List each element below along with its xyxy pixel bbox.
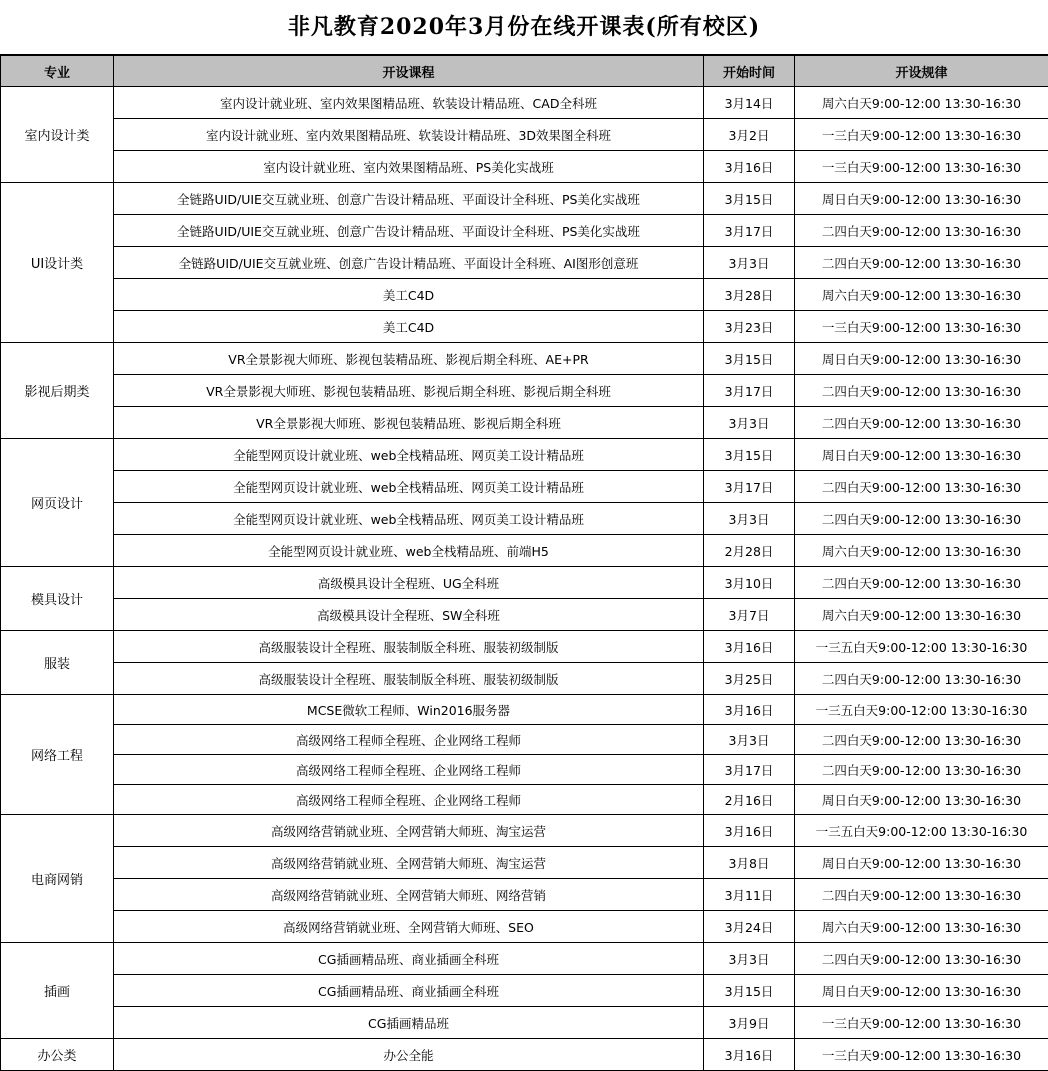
schedule-cell: 周日白天9:00-12:00 13:30-16:30 [795, 439, 1048, 471]
courses-cell: 高级服装设计全程班、服装制版全科班、服装初级制版 [114, 663, 704, 695]
courses-cell: CG插画精品班 [114, 1007, 704, 1039]
table-row [1, 599, 1048, 631]
header-courses: 开设课程 [114, 56, 704, 87]
schedule-cell: 周六白天9:00-12:00 13:30-16:30 [795, 911, 1048, 943]
table-row [1, 631, 1048, 663]
schedule-cell: 二四白天9:00-12:00 13:30-16:30 [795, 943, 1048, 975]
category-cell: 影视后期类 [1, 343, 114, 439]
start-date-cell: 3月17日 [704, 215, 795, 247]
category-cell: 插画 [1, 943, 114, 1039]
schedule-cell: 二四白天9:00-12:00 13:30-16:30 [795, 567, 1048, 599]
table-row [1, 663, 1048, 695]
courses-cell: 高级模具设计全程班、UG全科班 [114, 567, 704, 599]
schedule-cell: 周六白天9:00-12:00 13:30-16:30 [795, 87, 1048, 119]
table-row [1, 879, 1048, 911]
start-date-cell: 3月17日 [704, 755, 795, 785]
table-row [1, 311, 1048, 343]
schedule-cell: 一三白天9:00-12:00 13:30-16:30 [795, 311, 1048, 343]
courses-cell: 高级网络工程师全程班、企业网络工程师 [114, 725, 704, 755]
table-row [1, 785, 1048, 815]
schedule-cell: 周日白天9:00-12:00 13:30-16:30 [795, 785, 1048, 815]
schedule-cell: 周六白天9:00-12:00 13:30-16:30 [795, 535, 1048, 567]
schedule-cell: 周日白天9:00-12:00 13:30-16:30 [795, 183, 1048, 215]
table-row [1, 847, 1048, 879]
courses-cell: 美工C4D [114, 279, 704, 311]
header-category: 专业 [1, 56, 114, 87]
start-date-cell: 3月23日 [704, 311, 795, 343]
courses-cell: 全链路UID/UIE交互就业班、创意广告设计精品班、平面设计全科班、PS美化实战班 [114, 215, 704, 247]
start-date-cell: 3月25日 [704, 663, 795, 695]
start-date-cell: 3月3日 [704, 503, 795, 535]
courses-cell: 全能型网页设计就业班、web全栈精品班、网页美工设计精品班 [114, 439, 704, 471]
header-row [1, 56, 1048, 87]
courses-cell: 高级网络营销就业班、全网营销大师班、淘宝运营 [114, 847, 704, 879]
courses-cell: CG插画精品班、商业插画全科班 [114, 943, 704, 975]
header-start-date: 开始时间 [704, 56, 795, 87]
page-title: 非凡教育2020年3月份在线开课表(所有校区) [0, 0, 1048, 55]
category-cell: 室内设计类 [1, 87, 114, 183]
courses-cell: 室内设计就业班、室内效果图精品班、软装设计精品班、3D效果图全科班 [114, 119, 704, 151]
schedule-cell: 二四白天9:00-12:00 13:30-16:30 [795, 755, 1048, 785]
table-row [1, 815, 1048, 847]
start-date-cell: 3月3日 [704, 943, 795, 975]
course-schedule-table [0, 55, 1048, 1071]
category-cell: UI设计类 [1, 183, 114, 343]
start-date-cell: 3月3日 [704, 407, 795, 439]
start-date-cell: 3月15日 [704, 343, 795, 375]
table-row [1, 975, 1048, 1007]
schedule-cell: 一三五白天9:00-12:00 13:30-16:30 [795, 815, 1048, 847]
start-date-cell: 3月16日 [704, 631, 795, 663]
start-date-cell: 3月15日 [704, 439, 795, 471]
courses-cell: MCSE微软工程师、Win2016服务器 [114, 695, 704, 725]
courses-cell: 高级网络营销就业班、全网营销大师班、网络营销 [114, 879, 704, 911]
start-date-cell: 3月10日 [704, 567, 795, 599]
table-row [1, 471, 1048, 503]
table-row [1, 725, 1048, 755]
category-cell: 网页设计 [1, 439, 114, 567]
courses-cell: 室内设计就业班、室内效果图精品班、软装设计精品班、CAD全科班 [114, 87, 704, 119]
table-row [1, 1039, 1048, 1071]
start-date-cell: 3月16日 [704, 815, 795, 847]
courses-cell: 高级网络工程师全程班、企业网络工程师 [114, 785, 704, 815]
table-row [1, 151, 1048, 183]
courses-cell: 全链路UID/UIE交互就业班、创意广告设计精品班、平面设计全科班、PS美化实战班 [114, 183, 704, 215]
courses-cell: 高级网络营销就业班、全网营销大师班、淘宝运营 [114, 815, 704, 847]
courses-cell: 全能型网页设计就业班、web全栈精品班、网页美工设计精品班 [114, 471, 704, 503]
start-date-cell: 3月14日 [704, 87, 795, 119]
table-row [1, 407, 1048, 439]
schedule-cell: 二四白天9:00-12:00 13:30-16:30 [795, 407, 1048, 439]
table-row [1, 247, 1048, 279]
start-date-cell: 2月28日 [704, 535, 795, 567]
start-date-cell: 3月17日 [704, 471, 795, 503]
start-date-cell: 3月3日 [704, 247, 795, 279]
table-row [1, 375, 1048, 407]
schedule-cell: 二四白天9:00-12:00 13:30-16:30 [795, 375, 1048, 407]
table-row [1, 567, 1048, 599]
table-row [1, 755, 1048, 785]
start-date-cell: 2月16日 [704, 785, 795, 815]
category-cell: 模具设计 [1, 567, 114, 631]
table-row [1, 215, 1048, 247]
courses-cell: VR全景影视大师班、影视包装精品班、影视后期全科班、影视后期全科班 [114, 375, 704, 407]
start-date-cell: 3月16日 [704, 151, 795, 183]
courses-cell: 办公全能 [114, 1039, 704, 1071]
courses-cell: 全能型网页设计就业班、web全栈精品班、网页美工设计精品班 [114, 503, 704, 535]
start-date-cell: 3月15日 [704, 183, 795, 215]
schedule-cell: 周日白天9:00-12:00 13:30-16:30 [795, 343, 1048, 375]
category-cell: 网络工程 [1, 695, 114, 815]
schedule-cell: 二四白天9:00-12:00 13:30-16:30 [795, 215, 1048, 247]
start-date-cell: 3月11日 [704, 879, 795, 911]
table-row [1, 343, 1048, 375]
category-cell: 办公类 [1, 1039, 114, 1071]
start-date-cell: 3月16日 [704, 695, 795, 725]
courses-cell: 室内设计就业班、室内效果图精品班、PS美化实战班 [114, 151, 704, 183]
start-date-cell: 3月16日 [704, 1039, 795, 1071]
schedule-cell: 二四白天9:00-12:00 13:30-16:30 [795, 663, 1048, 695]
start-date-cell: 3月15日 [704, 975, 795, 1007]
schedule-cell: 周日白天9:00-12:00 13:30-16:30 [795, 975, 1048, 1007]
schedule-cell: 二四白天9:00-12:00 13:30-16:30 [795, 471, 1048, 503]
schedule-cell: 一三白天9:00-12:00 13:30-16:30 [795, 151, 1048, 183]
courses-cell: 高级网络工程师全程班、企业网络工程师 [114, 755, 704, 785]
table-row [1, 1007, 1048, 1039]
schedule-cell: 一三白天9:00-12:00 13:30-16:30 [795, 119, 1048, 151]
start-date-cell: 3月9日 [704, 1007, 795, 1039]
header-schedule: 开设规律 [795, 56, 1048, 87]
category-cell: 电商网销 [1, 815, 114, 943]
table-row [1, 279, 1048, 311]
table-body [1, 87, 1048, 1071]
table-row [1, 183, 1048, 215]
table-row [1, 87, 1048, 119]
courses-cell: 美工C4D [114, 311, 704, 343]
schedule-cell: 二四白天9:00-12:00 13:30-16:30 [795, 879, 1048, 911]
courses-cell: 全能型网页设计就业班、web全栈精品班、前端H5 [114, 535, 704, 567]
courses-cell: VR全景影视大师班、影视包装精品班、影视后期全科班、AE+PR [114, 343, 704, 375]
courses-cell: CG插画精品班、商业插画全科班 [114, 975, 704, 1007]
schedule-cell: 周六白天9:00-12:00 13:30-16:30 [795, 599, 1048, 631]
start-date-cell: 3月28日 [704, 279, 795, 311]
start-date-cell: 3月8日 [704, 847, 795, 879]
schedule-cell: 周日白天9:00-12:00 13:30-16:30 [795, 847, 1048, 879]
table-row [1, 911, 1048, 943]
schedule-cell: 一三白天9:00-12:00 13:30-16:30 [795, 1007, 1048, 1039]
table-header [1, 56, 1048, 87]
category-cell: 服装 [1, 631, 114, 695]
table-row [1, 695, 1048, 725]
schedule-cell: 二四白天9:00-12:00 13:30-16:30 [795, 503, 1048, 535]
table-row [1, 943, 1048, 975]
start-date-cell: 3月24日 [704, 911, 795, 943]
courses-cell: 高级网络营销就业班、全网营销大师班、SEO [114, 911, 704, 943]
courses-cell: 高级模具设计全程班、SW全科班 [114, 599, 704, 631]
start-date-cell: 3月3日 [704, 725, 795, 755]
courses-cell: 高级服装设计全程班、服装制版全科班、服装初级制版 [114, 631, 704, 663]
schedule-cell: 二四白天9:00-12:00 13:30-16:30 [795, 247, 1048, 279]
table-row [1, 119, 1048, 151]
start-date-cell: 3月2日 [704, 119, 795, 151]
schedule-cell: 周六白天9:00-12:00 13:30-16:30 [795, 279, 1048, 311]
schedule-cell: 一三白天9:00-12:00 13:30-16:30 [795, 1039, 1048, 1071]
table-row [1, 439, 1048, 471]
courses-cell: 全链路UID/UIE交互就业班、创意广告设计精品班、平面设计全科班、AI图形创意班 [114, 247, 704, 279]
start-date-cell: 3月7日 [704, 599, 795, 631]
table-row [1, 503, 1048, 535]
table-row [1, 535, 1048, 567]
schedule-cell: 二四白天9:00-12:00 13:30-16:30 [795, 725, 1048, 755]
start-date-cell: 3月17日 [704, 375, 795, 407]
courses-cell: VR全景影视大师班、影视包装精品班、影视后期全科班 [114, 407, 704, 439]
schedule-cell: 一三五白天9:00-12:00 13:30-16:30 [795, 695, 1048, 725]
schedule-cell: 一三五白天9:00-12:00 13:30-16:30 [795, 631, 1048, 663]
